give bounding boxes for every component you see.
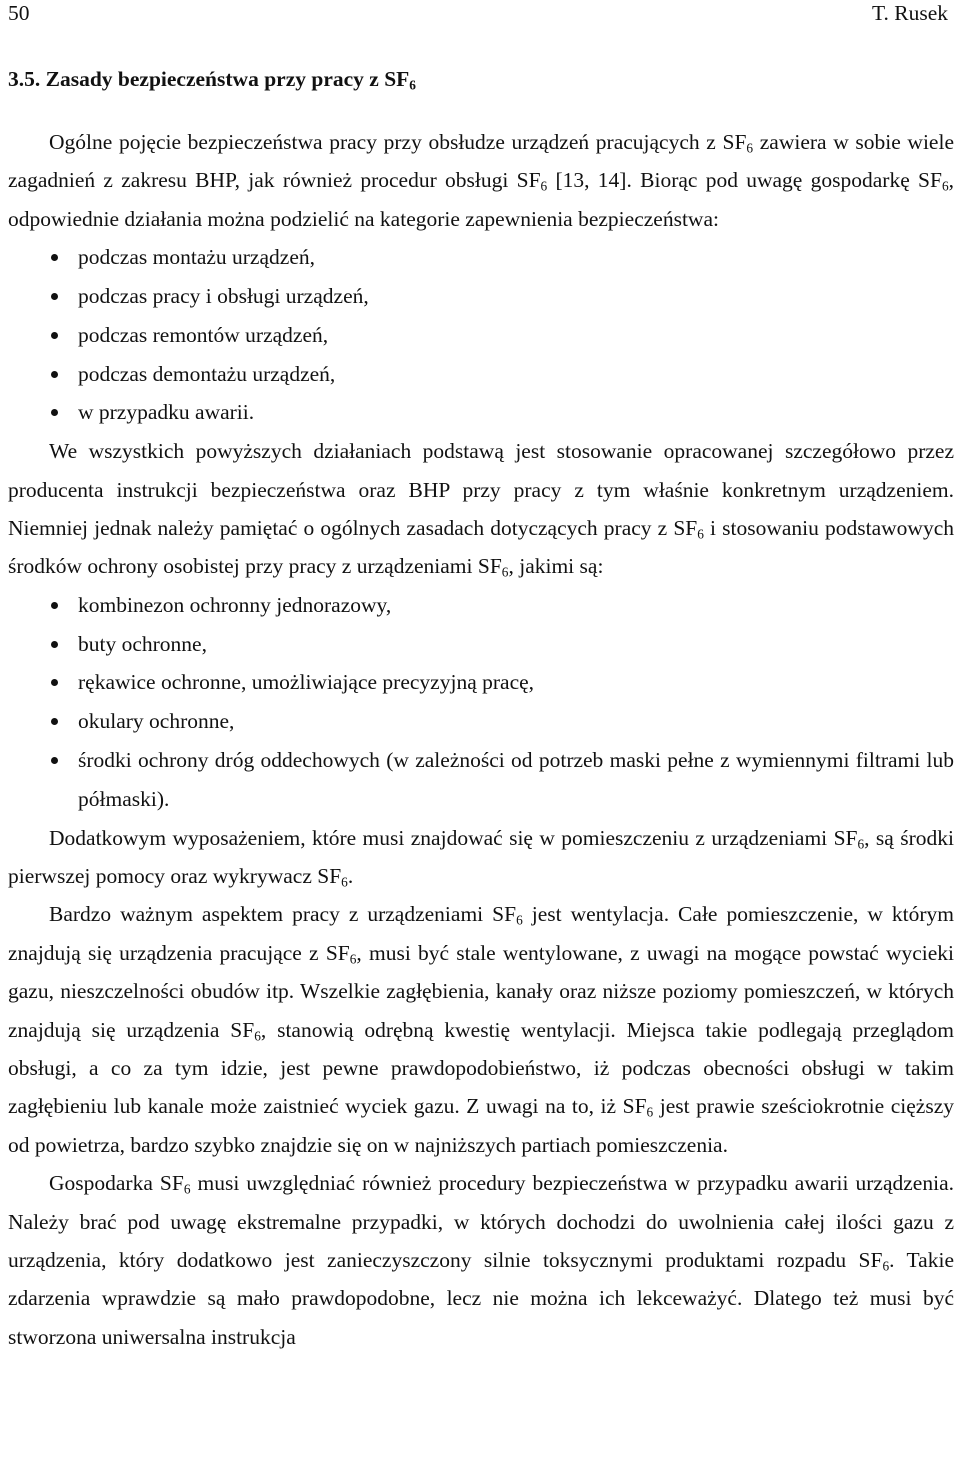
list-item: okulary ochronne, <box>8 702 954 741</box>
paragraph: We wszystkich powyższych działaniach podstawą jest stosowanie opracowanej szczegółowo przez producenta instrukcji bezpieczeństwa oraz BHP przy pracy z tym właśnie konkretnym urządzeniem. Niemniej jednak należy pamiętać o ogólnych zasadach dotyczących pracy z $SF_6$ i stosowaniu podstawowych środków ochrony osobistej przy pracy z urządzeniami $SF_6$, jakimi są: <box>8 439 954 580</box>
list-item: buty ochronne, <box>8 625 954 664</box>
body-text <box>8 123 954 1356</box>
section-heading: 3.5. Zasady bezpieczeństwa przy pracy z $SF_6$ <box>8 67 416 93</box>
page-header <box>8 0 952 32</box>
safety-categories-list <box>8 238 954 432</box>
paragraph: Dodatkowym wyposażeniem, które musi znajdować się w pomieszczeniu z urządzeniami $SF_6$, są środki pierwszej pomocy oraz wykrywacz $SF_6$. <box>8 825 954 890</box>
paragraph: Bardzo ważnym aspektem pracy z urządzeniami $SF_6$ jest wentylacja. Całe pomieszczenie, w którym znajdują się urządzenia pracujące z $SF_6$, musi być stale wentylowane, z uwagi na mogące powstać wycieki gazu, nieszczelności obudów itp. Wszelkie zagłębienia, kanały oraz niższe poziomy pomieszczeń, w których znajdują się urządzenia $SF_6$, stanowią odrębną kwestię wentylacji. Miejsca takie podlegają przeglądom obsługi, a co za tym idzie, jest pewne prawdopodobieństwo, iż podczas obecności obsługi w takim zagłębieniu lub kanale może zaistnieć wyciek gazu. Z uwagi na to, iż $SF_6$ jest prawie sześciokrotnie cięższy od powietrza, bardzo szybko znajdzie się on w najniższych partiach pomieszczenia. <box>8 902 955 1157</box>
page-number: 50 <box>8 1 30 25</box>
protective-equipment-list <box>8 586 954 819</box>
list-item: podczas montażu urządzeń, <box>8 238 954 277</box>
list-item: kombinezon ochronny jednorazowy, <box>8 586 954 625</box>
list-item: środki ochrony dróg oddechowych (w zależności od potrzeb maski pełne z wymiennymi filtrami lub półmaski). <box>8 741 954 819</box>
list-item: podczas pracy i obsługi urządzeń, <box>8 277 954 316</box>
paragraph: Ogólne pojęcie bezpieczeństwa pracy przy obsłudze urządzeń pracujących z $SF_6$ zawiera w sobie wiele zagadnień z zakresu BHP, jak również procedur obsługi $SF_6$ [13, 14]. Biorąc pod uwagę gospodarkę $SF_6$, odpowiednie działania można podzielić na kategorie zapewnienia bezpieczeństwa: <box>8 130 954 231</box>
paragraph: Gospodarka $SF_6$ musi uwzględniać również procedury bezpieczeństwa w przypadku awarii urządzenia. Należy brać pod uwagę ekstremalne przypadki, w których dochodzi do uwolnienia całej ilości gazu z urządzenia, który dodatkowo jest zanieczyszczony silnie toksycznymi produktami rozpadu $SF_6$. Takie zdarzenia wprawdzie są mało prawdopodobne, lecz nie można ich lekceważyć. Dlatego też musi być stworzona uniwersalna instrukcja <box>8 1171 954 1349</box>
list-item: w przypadku awarii. <box>8 393 954 432</box>
running-author: T. Rusek <box>871 1 948 25</box>
list-item: podczas remontów urządzeń, <box>8 316 954 355</box>
list-item: rękawice ochronne, umożliwiające precyzyjną pracę, <box>8 663 954 702</box>
list-item: podczas demontażu urządzeń, <box>8 355 954 394</box>
